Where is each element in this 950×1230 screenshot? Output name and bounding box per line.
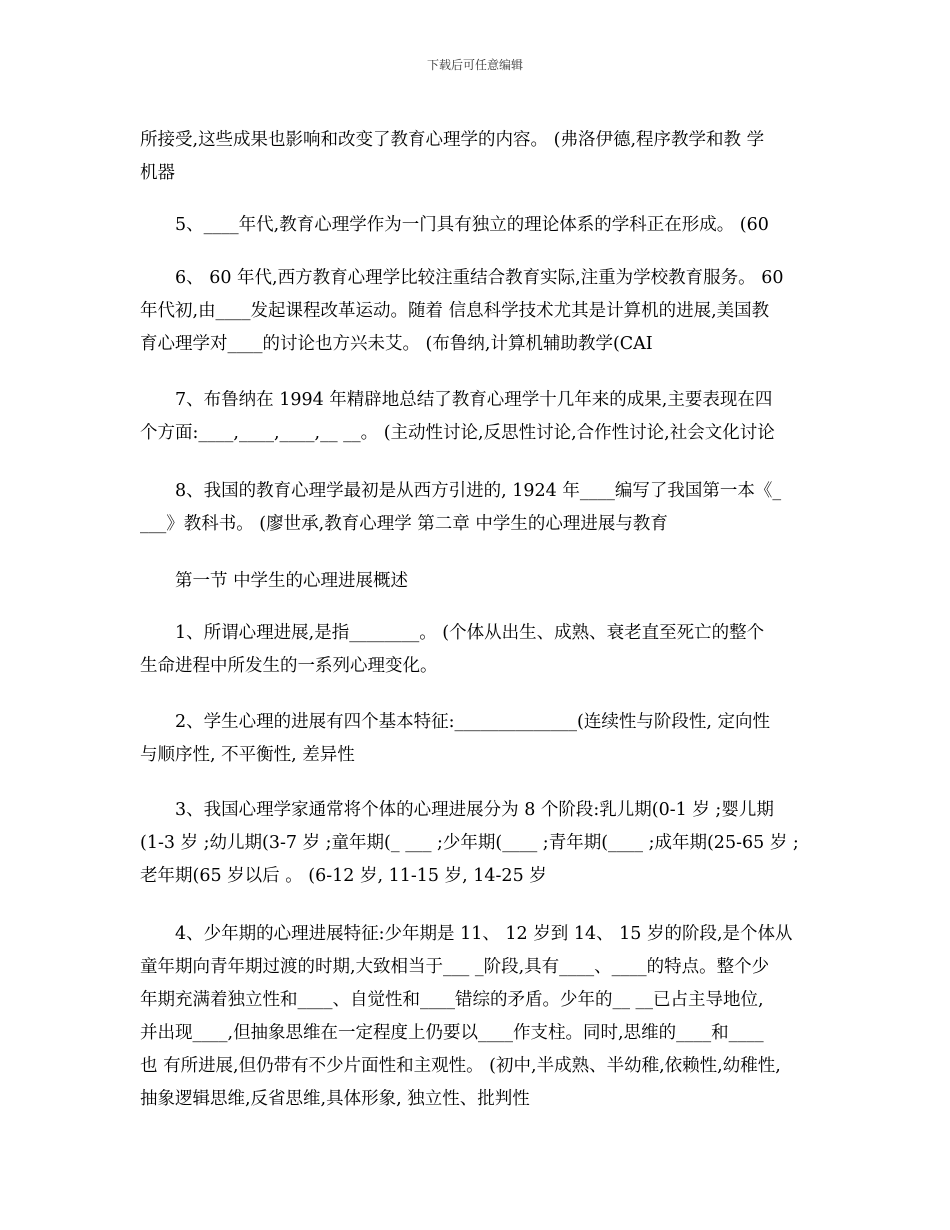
text-line: 7、布鲁纳在 1994 年精辟地总结了教育心理学十几年来的成果,主要表现在四: [175, 390, 773, 410]
text-line: (1-3 岁 ;幼儿期(3-7 岁 ;童年期(_ ___ ;少年期(____ ;青年期(____ ;成年期(25-65 岁 ;: [140, 833, 799, 853]
text-line: 育心理学对____的讨论也方兴未艾。 (布鲁纳,计算机辅助教学(CAI: [140, 334, 653, 354]
paragraph-item-5: [140, 209, 812, 242]
text-line: 6、 60 年代,西方教育心理学比较注重结合教育实际,注重为学校教育服务。 60: [175, 268, 784, 288]
text-line: 与顺序性, 不平衡性, 差异性: [140, 745, 355, 765]
paragraph-item-7: [140, 384, 812, 450]
text-line: 个方面:____,____,____,__ __。 (主动性讨论,反思性讨论,合作性讨论,社会文化讨论: [140, 423, 775, 443]
text-line: 机器: [140, 163, 175, 183]
text-line: ___》教科书。 (廖世承,教育心理学 第二章 中学生的心理进展与教育: [140, 514, 668, 534]
text-line: 4、少年期的心理进展特征:少年期是 11、 12 岁到 14、 15 岁的阶段,是个体从: [175, 924, 793, 944]
question-3: [140, 794, 812, 893]
paragraph-item-8: [140, 475, 812, 541]
text-line: 2、学生心理的进展有四个基本特征:______________(连续性与阶段性, 定向性: [175, 712, 770, 732]
paragraph-continuation: [140, 124, 812, 190]
question-4: [140, 918, 812, 1116]
text-line: 年期充满着独立性和____、自觉性和____错综的矛盾。少年的__ __已占主导地位,: [140, 990, 764, 1010]
text-line: 并出现____,但抽象思维在一定程度上仍要以____作支柱。同时,思维的____和____: [140, 1023, 764, 1043]
text-line: 也 有所进展,但仍带有不少片面性和主观性。 (初中,半成熟、半幼稚,依赖性,幼稚性,: [140, 1056, 781, 1076]
text-line: 8、我国的教育心理学最初是从西方引进的, 1924 年____编写了我国第一本《_: [175, 481, 782, 501]
text-line: 1、所谓心理进展,是指________。 (个体从出生、成熟、衰老直至死亡的整个: [175, 623, 765, 643]
question-2: [140, 706, 812, 772]
text-line: 年代初,由____发起课程改革运动。随着 信息科学技术尤其是计算机的进展,美国教: [140, 301, 770, 321]
text-line: 老年期(65 岁以后 。 (6-12 岁, 11-15 岁, 14-25 岁: [140, 866, 547, 886]
text-line: 抽象逻辑思维,反省思维,具体形象, 独立性、批判性: [140, 1089, 530, 1109]
question-1: [140, 617, 812, 683]
page-header: 下载后可任意编辑: [426, 58, 523, 72]
text-line: 第一节 中学生的心理进展概述: [175, 571, 409, 591]
text-line: 所接受,这些成果也影响和改变了教育心理学的内容。 (弗洛伊德,程序教学和教 学: [140, 130, 765, 150]
section-heading: [140, 565, 812, 598]
text-line: 5、____年代,教育心理学作为一门具有独立的理论体系的学科正在形成。 (60: [175, 215, 769, 235]
text-line: 童年期向青年期过渡的时期,大致相当于___ _阶段,具有____、____的特点。整个少: [140, 957, 770, 977]
paragraph-item-6: [140, 262, 812, 361]
text-line: 生命进程中所发生的一系列心理变化。: [140, 656, 438, 676]
text-line: 3、我国心理学家通常将个体的心理进展分为 8 个阶段:乳儿期(0-1 岁 ;婴儿期: [175, 800, 774, 820]
